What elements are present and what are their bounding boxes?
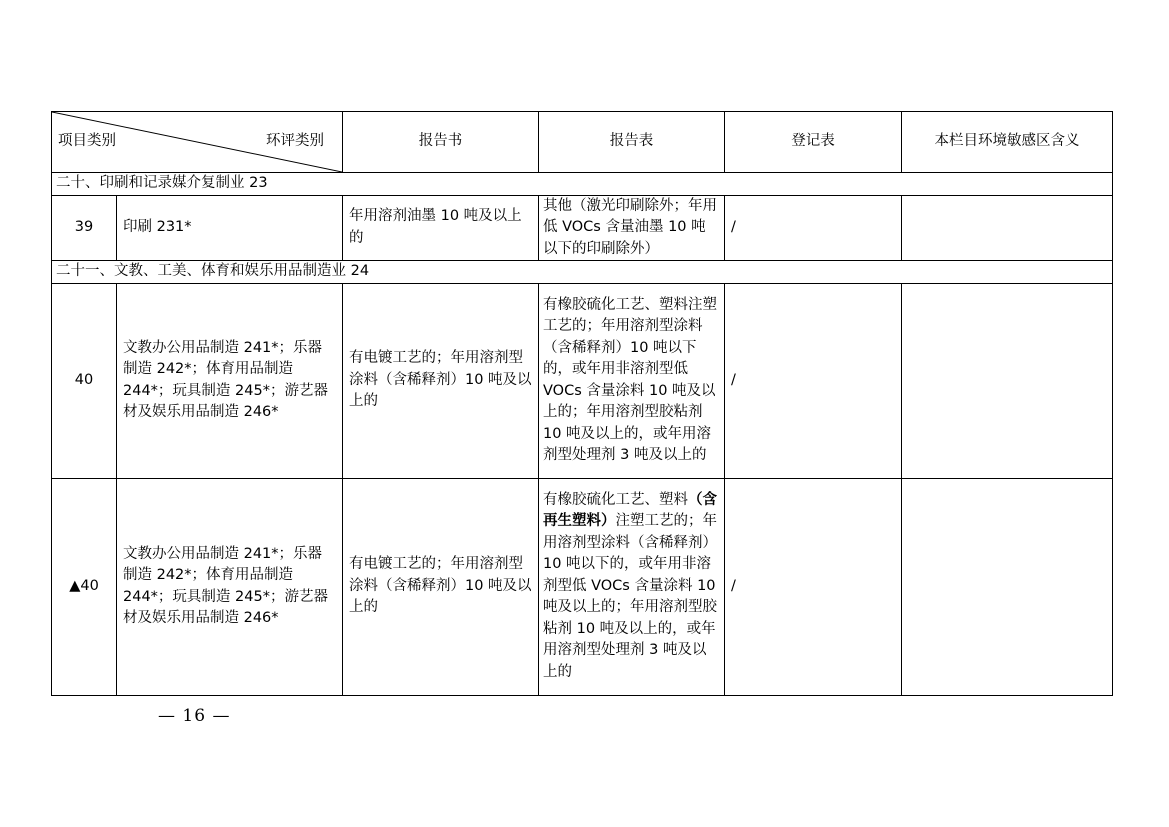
page-number: — 16 —	[158, 706, 231, 726]
row-number: ▲40	[52, 478, 117, 695]
project-name: 文教办公用品制造 241*；乐器制造 242*；体育用品制造 244*；玩具制造 245*；游艺器材及娱乐用品制造 246*	[117, 283, 343, 478]
eia-category-label: 环评类别	[266, 133, 324, 149]
report-form-cell	[539, 478, 725, 695]
report-form-text-end: 注塑工艺的；年用溶剂型涂料（含稀释剂）10 吨以下的，或年用非溶剂型低 VOCs 含量涂料 10 吨及以上的；年用溶剂型胶粘剂 10 吨及以上的，或年用溶剂型处理剂 3 吨及以上的	[543, 513, 717, 680]
project-name: 印刷 231*	[117, 195, 343, 261]
section-title: 二十、印刷和记录媒介复制业 23	[52, 173, 1113, 196]
table-row	[52, 283, 1113, 478]
sensitive-area-cell	[902, 478, 1113, 695]
report-book-cell: 年用溶剂油墨 10 吨及以上的	[343, 195, 539, 261]
report-form-cell: 有橡胶硫化工艺、塑料注塑工艺的；年用溶剂型涂料（含稀释剂）10 吨以下的，或年用非溶剂型低 VOCs 含量涂料 10 吨及以上的；年用溶剂型胶粘剂 10 吨及以上的，或年用溶剂型处理剂 3 吨及以上的	[539, 283, 725, 478]
classification-table	[51, 111, 1113, 696]
table-row	[52, 195, 1113, 261]
table-header-row	[52, 112, 1113, 173]
recycled-plastic-emphasis: （含再生塑料）	[543, 491, 717, 530]
report-book-cell: 有电镀工艺的；年用溶剂型涂料（含稀释剂）10 吨及以上的	[343, 283, 539, 478]
sensitive-area-cell	[902, 283, 1113, 478]
col-header-report-book: 报告书	[343, 112, 539, 173]
section-row	[52, 173, 1113, 196]
register-cell: /	[725, 283, 902, 478]
table-row	[52, 478, 1113, 695]
diagonal-header-cell	[52, 112, 343, 173]
section-row	[52, 261, 1113, 284]
register-cell: /	[725, 195, 902, 261]
report-book-cell: 有电镀工艺的；年用溶剂型涂料（含稀释剂）10 吨及以上的	[343, 478, 539, 695]
register-cell: /	[725, 478, 902, 695]
project-category-label: 项目类别	[58, 132, 116, 149]
section-title: 二十一、文教、工美、体育和娱乐用品制造业 24	[52, 261, 1113, 284]
col-header-report-form: 报告表	[539, 112, 725, 173]
col-header-sensitive-area: 本栏目环境敏感区含义	[902, 112, 1113, 173]
col-header-register: 登记表	[725, 112, 902, 173]
row-number: 39	[52, 195, 117, 261]
row-number: 40	[52, 283, 117, 478]
sensitive-area-cell	[902, 195, 1113, 261]
report-form-text-start: 有橡胶硫化工艺、塑料	[543, 491, 688, 508]
project-name: 文教办公用品制造 241*；乐器制造 242*；体育用品制造 244*；玩具制造 245*；游艺器材及娱乐用品制造 246*	[117, 478, 343, 695]
report-form-cell: 其他（激光印刷除外；年用低 VOCs 含量油墨 10 吨以下的印刷除外）	[539, 195, 725, 261]
